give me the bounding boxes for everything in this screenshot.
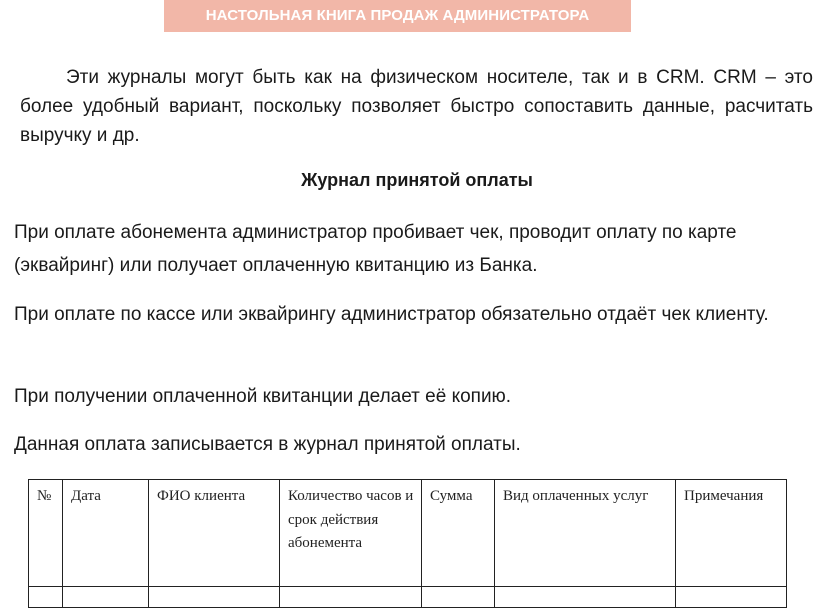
table-cell [149,587,280,608]
column-header-notes: Примечания [676,480,787,587]
column-header-hours-and-term: Количество часов и срок действия абонемента [280,480,422,587]
payment-journal-table [28,479,787,608]
table-header-row [29,480,787,587]
column-header-number: № [29,480,63,587]
table-cell [676,587,787,608]
table-cell [422,587,495,608]
paragraph-receipt-copy: При получении оплаченной квитанции делает её копию. [14,386,512,407]
column-header-client-name: ФИО клиента [149,480,280,587]
column-header-service-type: Вид оплаченных услуг [495,480,676,587]
column-header-amount: Сумма [422,480,495,587]
paragraph-receipt-to-client: При оплате по кассе или эквайрингу администратор обязательно отдаёт чек клиенту. [14,304,769,325]
intro-paragraph: Эти журналы могут быть как на физическом носителе, так и в CRM. CRM – это более удобный вариант, поскольку позволяет быстро сопоставить данные, расчитать выручку и др. [20,67,813,146]
table-row [29,587,787,608]
table-cell [29,587,63,608]
column-header-date: Дата [63,480,149,587]
document-header-banner: НАСТОЛЬНАЯ КНИГА ПРОДАЖ АДМИНИСТРАТОРА [164,0,631,32]
table-cell [495,587,676,608]
section-heading: Журнал принятой оплаты [301,170,533,190]
paragraph-journal-entry: Данная оплата записывается в журнал принятой оплаты. [14,434,521,455]
paragraph-payment-methods: При оплате абонемента администратор пробивает чек, проводит оплату по карте (эквайринг) или получает оплаченную квитанцию из Банка. [14,222,737,276]
table-cell [280,587,422,608]
table-cell [63,587,149,608]
